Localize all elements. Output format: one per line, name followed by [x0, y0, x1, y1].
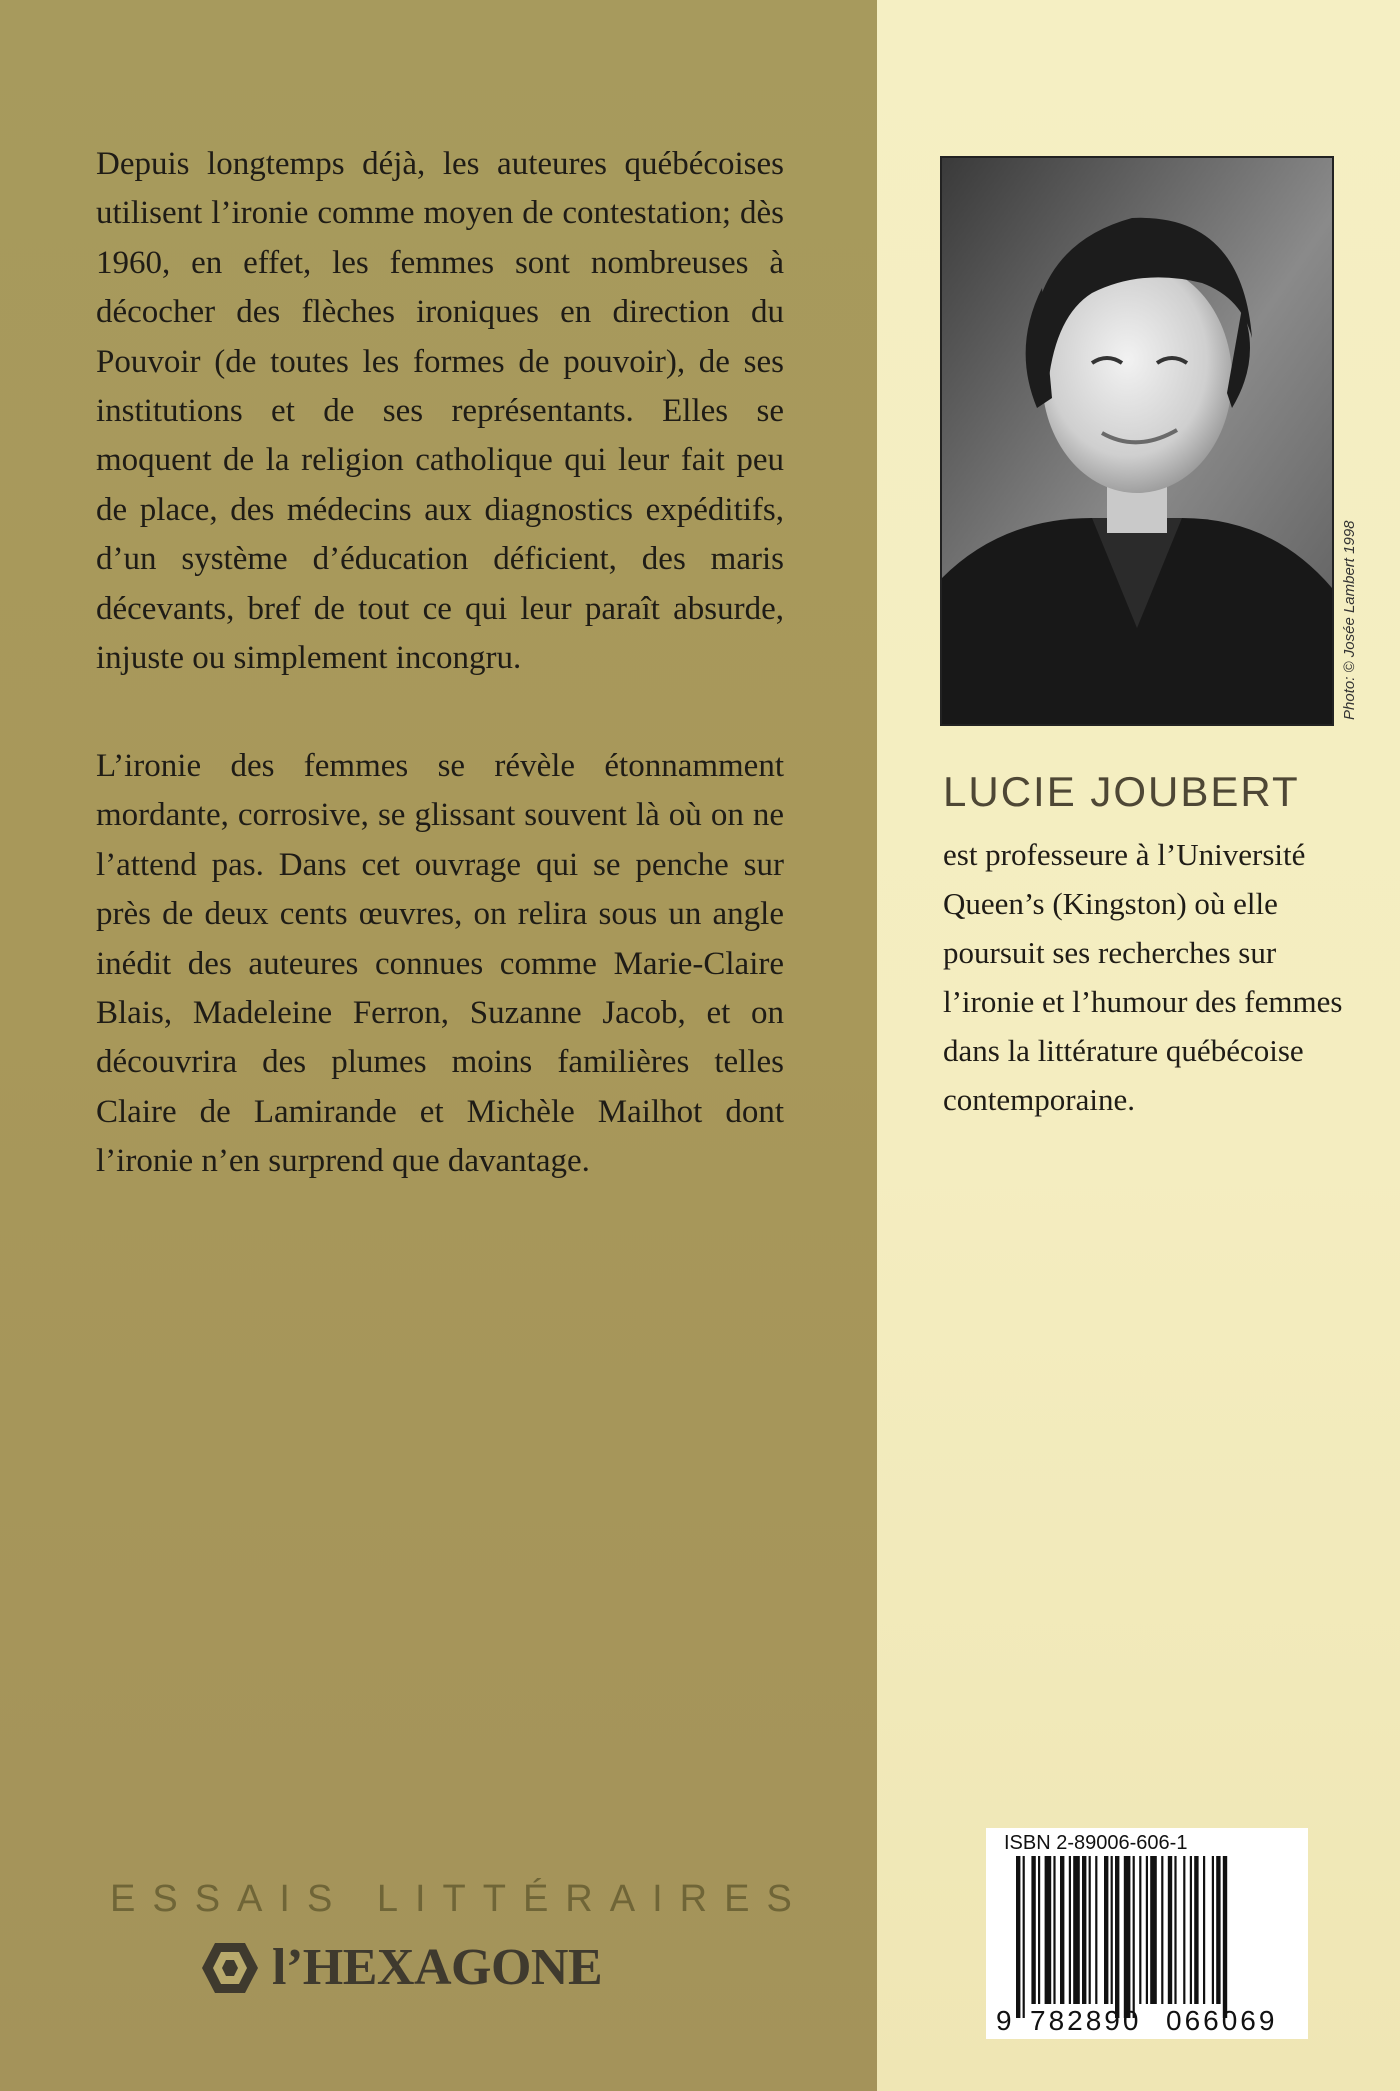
photo-credit: Photo: © Josée Lambert 1998: [1341, 520, 1358, 720]
barcode-bar: [1016, 1856, 1020, 2018]
barcode-bar: [1115, 1856, 1119, 2018]
hexagon-logo-icon: [200, 1940, 260, 1996]
author-photo: [940, 156, 1334, 726]
ean-right-group: 066069: [1166, 2005, 1278, 2036]
barcode-bar: [1104, 1856, 1108, 2004]
blurb-paragraph-1: Depuis longtemps déjà, les auteures québécoises utilisent l’ironie comme moyen de contestation; dès 1960, en effet, les femmes sont nombreuses à décocher des flèches ironiques en direction du Pouvoir (de toutes les formes de pouvoir), de ses institutions et de ses représentants. Elles se moquent de la religion catholique qui leur fait peu de place, des médecins aux diagnostics expéditifs, d’un système d’éducation déficient, des maris décevants, bref de tout ce qui leur paraît absurde, injuste ou simplement incongru.: [96, 146, 784, 677]
barcode-bar: [1095, 1856, 1097, 2004]
ean-first-digit: 9: [996, 2005, 1012, 2036]
barcode-bar: [1038, 1856, 1040, 2004]
barcode-bar: [1161, 1856, 1163, 2004]
barcode-bar: [1203, 1856, 1205, 2004]
barcode-bars: [1016, 1856, 1227, 2018]
barcode-bar: [1168, 1856, 1172, 2004]
barcode-bar: [1190, 1856, 1192, 2004]
barcode-bar: [1053, 1856, 1055, 2004]
barcode-bar: [1174, 1856, 1176, 2004]
series-title: ESSAIS LITTÉRAIRES: [110, 1878, 809, 1920]
blurb-paragraph-2: L’ironie des femmes se révèle étonnamment mordante, corrosive, se glissant souvent là où on ne l’attend pas. Dans cet ouvrage qui se penche sur près de deux cents œuvres, on relira sous un angle inédit des auteures connues comme Marie-Claire Blais, Madeleine Ferron, Suzanne Jacob, et on découvrira des plumes moins familières telles Claire de Lamirande et Michèle Mailhot dont l’ironie n’en surprend que davantage.: [96, 748, 784, 1180]
barcode-bar: [1150, 1856, 1157, 2004]
barcode-bar: [1089, 1856, 1091, 2004]
barcode-bar: [1194, 1856, 1198, 2004]
barcode-bar: [1060, 1856, 1064, 2004]
barcode-bar: [1031, 1856, 1035, 2004]
barcode-bar: [1045, 1856, 1052, 2004]
ean-left-group: 782890: [1030, 2005, 1142, 2036]
barcode-bar: [1212, 1856, 1214, 2004]
barcode-bar: [1133, 1856, 1135, 2018]
barcode-bar: [1111, 1856, 1113, 2004]
publisher-imprint: [200, 1938, 602, 1997]
barcode: [986, 1856, 1308, 2036]
isbn-barcode-block: [986, 1828, 1308, 2039]
barcode-bar: [1073, 1856, 1080, 2004]
barcode-bar: [1183, 1856, 1185, 2004]
publisher-name: l’HEXAGONE: [272, 1939, 603, 1996]
barcode-bar: [1139, 1856, 1141, 2004]
barcode-bar: [1069, 1856, 1071, 2004]
author-bio: est professeure à l’Université Queen’s (Kingston) où elle poursuit ses recherches sur l’ironie et l’humour des femmes dans la littérature québécoise contemporaine.: [943, 837, 1343, 1117]
barcode-bar: [1023, 1856, 1025, 2018]
barcode-bar: [1082, 1856, 1086, 2004]
barcode-bar: [1223, 1856, 1227, 2018]
barcode-bar: [1124, 1856, 1131, 2018]
barcode-bar: [1146, 1856, 1148, 2004]
author-name: LUCIE JOUBERT: [943, 768, 1300, 815]
barcode-bar: [1216, 1856, 1220, 2004]
isbn-label: ISBN 2-89006-606-1: [1004, 1832, 1188, 1854]
